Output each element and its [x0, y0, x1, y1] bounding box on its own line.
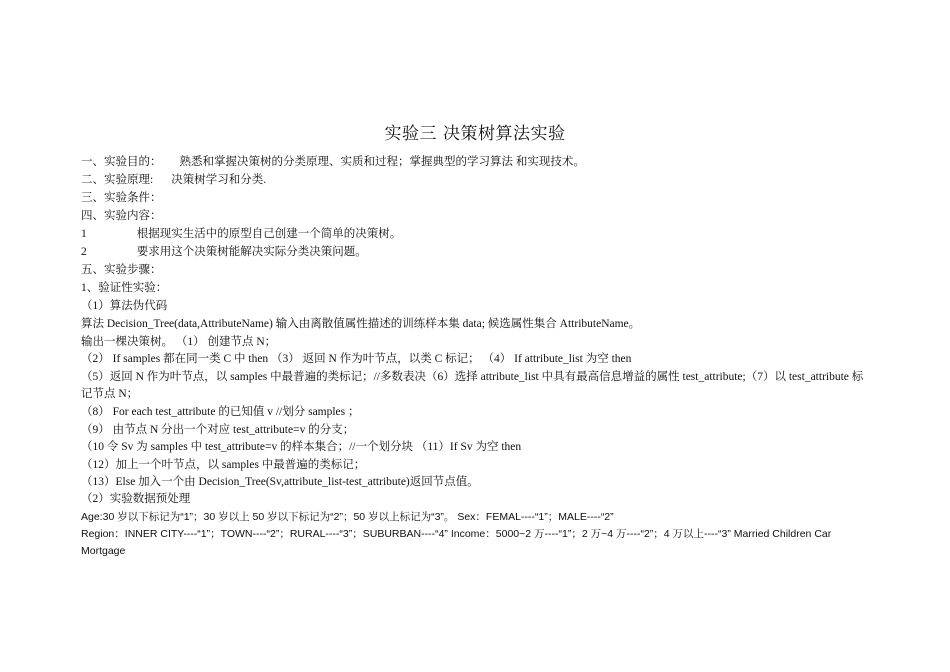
- subsection-preprocessing: （2）实验数据预处理: [81, 493, 191, 505]
- pseudocode-line: （9） 由节点 N 分出一个对应 test_attribute=v 的分支；: [81, 424, 355, 436]
- section-purpose-text: 熟悉和掌握决策树的分类原理、实质和过程；掌握典型的学习算法 和实现技术。: [179, 156, 585, 168]
- pseudocode-line: （12）加上一个叶节点，以 samples 中最普遍的类标记；: [81, 459, 366, 471]
- content-item-2: [81, 244, 367, 261]
- section-purpose: [81, 154, 585, 171]
- preprocessing-line: Region：INNER CITY----“1”；TOWN----“2”；RURAL----“3”；SUBURBAN----“4” Income：5000~2 万----“1”；2 万~4 万----“2”；4 万以上----“3” Married Children Car Mortgage: [81, 528, 832, 557]
- section-conditions: 三、实验条件：: [81, 192, 162, 204]
- pseudocode-line: （5）返回 N 作为叶节点，以 samples 中最普遍的类标记；//多数表决（6）选择 attribute_list 中具有最高信息增益的属性 test_attribute;（7）以 test_attribute 标记节点 N；: [81, 371, 864, 400]
- preprocessing-line: Age:30 岁以下标记为“1”；30 岁以上 50 岁以下标记为“2”；50 岁以上标记为“3”。 Sex：FEMAL----“1”；MALE----“2”: [81, 511, 614, 523]
- content-item-2-number: 2: [81, 246, 87, 258]
- section-content: 四、实验内容：: [81, 210, 162, 222]
- content-item-1: [81, 226, 401, 243]
- section-principle-label: 二、实验原理:: [81, 174, 154, 186]
- pseudocode-line: （10 令 Sv 为 samples 中 test_attribute=v 的样本集合；//一个划分块 （11）If Sv 为空 then: [81, 441, 522, 453]
- pseudocode-line: （8） For each test_attribute 的已知值 v //划分 samples ；: [81, 406, 360, 418]
- pseudocode-line: （2） If samples 都在同一类 C 中 then （3） 返回 N 作为叶节点，以类 C 标记； （4） If attribute_list 为空 then: [81, 353, 632, 365]
- document-title: 实验三 决策树算法实验: [384, 124, 566, 144]
- content-item-1-text: 根据现实生活中的原型自己创建一个简单的决策树。: [136, 228, 402, 240]
- step-validation: 1、验证性实验：: [81, 282, 168, 294]
- content-item-1-number: 1: [81, 228, 87, 240]
- content-item-2-text: 要求用这个决策树能解决实际分类决策问题。: [136, 246, 367, 258]
- subsection-pseudocode: （1）算法伪代码: [81, 300, 168, 312]
- section-principle-text: 决策树学习和分类.: [171, 174, 267, 186]
- section-principle: [81, 172, 266, 189]
- section-purpose-label: 一、实验目的：: [81, 156, 162, 168]
- pseudocode-line: 算法 Decision_Tree(data,AttributeName) 输入由离散值属性描述的训练样本集 data; 候选属性集合 AttributeName。: [81, 318, 641, 330]
- section-steps: 五、实验步骤：: [81, 264, 162, 276]
- pseudocode-line: （13）Else 加入一个由 Decision_Tree(Sv,attribute_list-test_attribute)返回节点值。: [81, 476, 479, 488]
- pseudocode-line: 输出一棵决策树。 （1） 创建节点 N；: [81, 336, 277, 348]
